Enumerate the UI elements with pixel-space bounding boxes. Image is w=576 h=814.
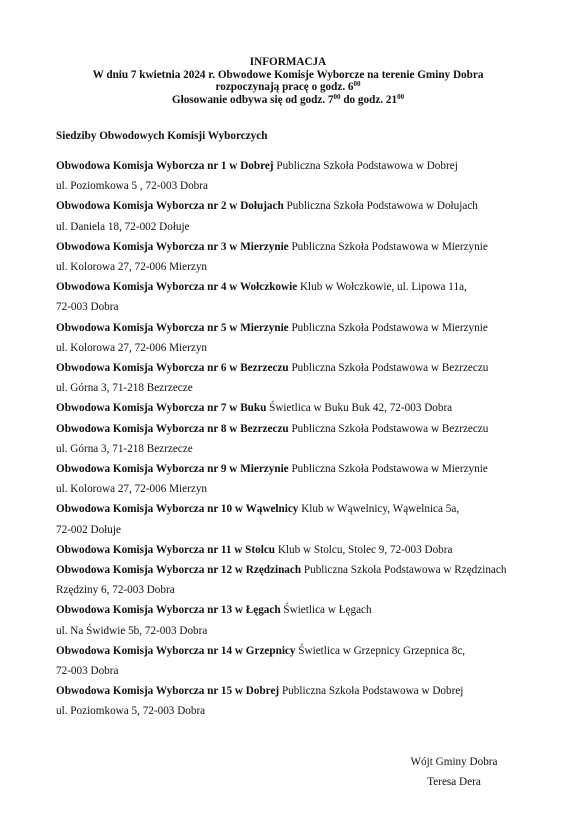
committee-address: ul. Górna 3, 71-218 Bezrzecze [56, 382, 193, 395]
committee-venue: Publiczna Szkoła Podstawowa w Mierzynie [288, 463, 488, 476]
committee-entry [56, 419, 556, 459]
committee-venue: Świetlica w Grzepnicy Grzepnica 8c, [295, 644, 466, 657]
voting-from-text: Głosowanie odbywa się od godz. 7 [171, 93, 334, 106]
committee-line-1 [56, 358, 556, 378]
committee-address: 72-003 Dobra [56, 665, 119, 678]
voting-to-minutes: 00 [397, 92, 405, 101]
committee-line-1 [56, 600, 556, 620]
committee-name: Obwodowa Komisja Wyborcza nr 12 w Rzędzinach [56, 564, 302, 577]
committee-name: Obwodowa Komisja Wyborcza nr 13 w Łęgach [56, 604, 281, 617]
committee-line-1 [56, 156, 556, 176]
committee-line-1 [56, 459, 556, 479]
committee-entry [56, 681, 556, 721]
committee-entry [56, 318, 556, 358]
committee-line-1 [56, 560, 556, 580]
committee-address: ul. Kolorowa 27, 72-006 Mierzyn [56, 483, 208, 496]
committee-line-1 [56, 499, 556, 519]
committee-entry [56, 459, 556, 499]
committee-entry [56, 237, 556, 277]
committee-entry [56, 277, 556, 317]
committee-entry [56, 641, 556, 681]
committee-line-1 [56, 237, 556, 257]
voting-to-text: do godz. 21 [340, 93, 398, 106]
committee-line-1 [56, 318, 556, 338]
header-line-voting-hours [0, 94, 576, 107]
committee-name: Obwodowa Komisja Wyborcza nr 2 w Dołujach [56, 200, 284, 213]
committee-name: Obwodowa Komisja Wyborcza nr 9 w Mierzynie [56, 463, 289, 476]
committee-venue: Świetlica w Łęgach [280, 604, 372, 617]
committee-venue: Publiczna Szkoła Podstawowa w Dobrej [273, 160, 458, 172]
committee-name: Obwodowa Komisja Wyborcza nr 15 w Dobrej [56, 685, 280, 698]
committee-venue: Publiczna Szkoła Podstawowa w Bezrzeczu [288, 362, 489, 375]
header-line-date: W dniu 7 kwietnia 2024 r. Obwodowe Komisje Wyborcze na terenie Gminy Dobra [92, 68, 484, 81]
committee-list [56, 156, 556, 722]
committee-line-1 [56, 398, 556, 418]
committee-entry [56, 499, 556, 539]
committee-address: 72-003 Dobra [56, 301, 119, 314]
signature-role: Wójt Gminy Dobra [410, 756, 498, 768]
committee-address: Rzędziny 6, 72-003 Dobra [56, 584, 175, 597]
committee-entry [56, 560, 556, 600]
section-title: Siedziby Obwodowych Komisji Wyborczych [56, 130, 268, 142]
voting-from-minutes: 00 [333, 92, 341, 101]
committee-entry [56, 358, 556, 398]
committee-name: Obwodowa Komisja Wyborcza nr 7 w Buku [56, 402, 267, 415]
committee-entry [56, 398, 556, 418]
committee-line-1 [56, 277, 556, 297]
committee-line-1 [56, 419, 556, 439]
committee-venue: Klub w Wąwelnicy, Wąwelnica 5a, [298, 503, 460, 516]
committee-entry [56, 156, 556, 196]
committee-venue: Świetlica w Buku Buk 42, 72-003 Dobra [266, 402, 453, 415]
committee-venue: Klub w Stolcu, Stolec 9, 72-003 Dobra [275, 543, 453, 556]
committee-venue: Publiczna Szkoła Podstawowa w Mierzynie [288, 321, 488, 334]
committee-name: Obwodowa Komisja Wyborcza nr 5 w Mierzynie [56, 321, 289, 334]
committee-address: ul. Poziomkowa 5, 72-003 Dobra [56, 705, 206, 718]
committee-venue: Klub w Wołczkowie, ul. Lipowa 11a, [297, 281, 467, 294]
committee-venue: Publiczna Szkoła Podstawowa w Mierzynie [288, 240, 488, 253]
committee-name: Obwodowa Komisja Wyborcza nr 8 w Bezrzeczu [56, 422, 289, 435]
committee-address: ul. Poziomkowa 5 , 72-003 Dobra [56, 180, 208, 193]
committee-address: ul. Kolorowa 27, 72-006 Mierzyn [56, 341, 208, 354]
committee-line-1 [56, 196, 556, 216]
committee-entry [56, 600, 556, 640]
start-time-minutes: 00 [353, 80, 361, 89]
committee-entry [56, 540, 556, 560]
committee-address: ul. Na Świdwie 5b, 72-003 Dobra [56, 624, 208, 637]
committee-line-1 [56, 681, 556, 701]
committee-venue: Publiczna Szkoła Podstawowa w Rzędzinach [301, 564, 507, 577]
committee-name: Obwodowa Komisja Wyborcza nr 6 w Bezrzeczu [56, 362, 289, 375]
committee-entry [56, 196, 556, 236]
committee-line-1 [56, 540, 556, 560]
committee-name: Obwodowa Komisja Wyborcza nr 3 w Mierzynie [56, 240, 289, 253]
committee-name: Obwodowa Komisja Wyborcza nr 14 w Grzepnicy [56, 644, 296, 657]
committee-venue: Publiczna Szkoła Podstawowa w Dobrej [279, 685, 464, 698]
start-time-text: rozpoczynają pracę o godz. 6 [215, 81, 354, 94]
committee-venue: Publiczna Szkoła Podstawowa w Dołujach [283, 200, 478, 213]
committee-venue: Publiczna Szkoła Podstawowa w Bezrzeczu [288, 422, 489, 435]
signature-block [380, 752, 528, 792]
document-title: INFORMACJA [249, 56, 327, 68]
signature-name: Teresa Dera [427, 776, 481, 788]
committee-name: Obwodowa Komisja Wyborcza nr 11 w Stolcu [56, 543, 276, 556]
committee-address: 72-002 Dołuje [56, 523, 121, 536]
committee-name: Obwodowa Komisja Wyborcza nr 1 w Dobrej [56, 160, 274, 172]
committee-name: Obwodowa Komisja Wyborcza nr 10 w Wąwelnicy [56, 503, 299, 516]
header-line-start-time [0, 81, 576, 94]
document-header [0, 56, 576, 106]
committee-address: ul. Daniela 18, 72-002 Dołuje [56, 220, 190, 233]
committee-address: ul. Kolorowa 27, 72-006 Mierzyn [56, 261, 208, 274]
committee-name: Obwodowa Komisja Wyborcza nr 4 w Wołczkowie [56, 281, 298, 294]
committee-address: ul. Górna 3, 71-218 Bezrzecze [56, 442, 193, 455]
committee-line-1 [56, 641, 556, 661]
